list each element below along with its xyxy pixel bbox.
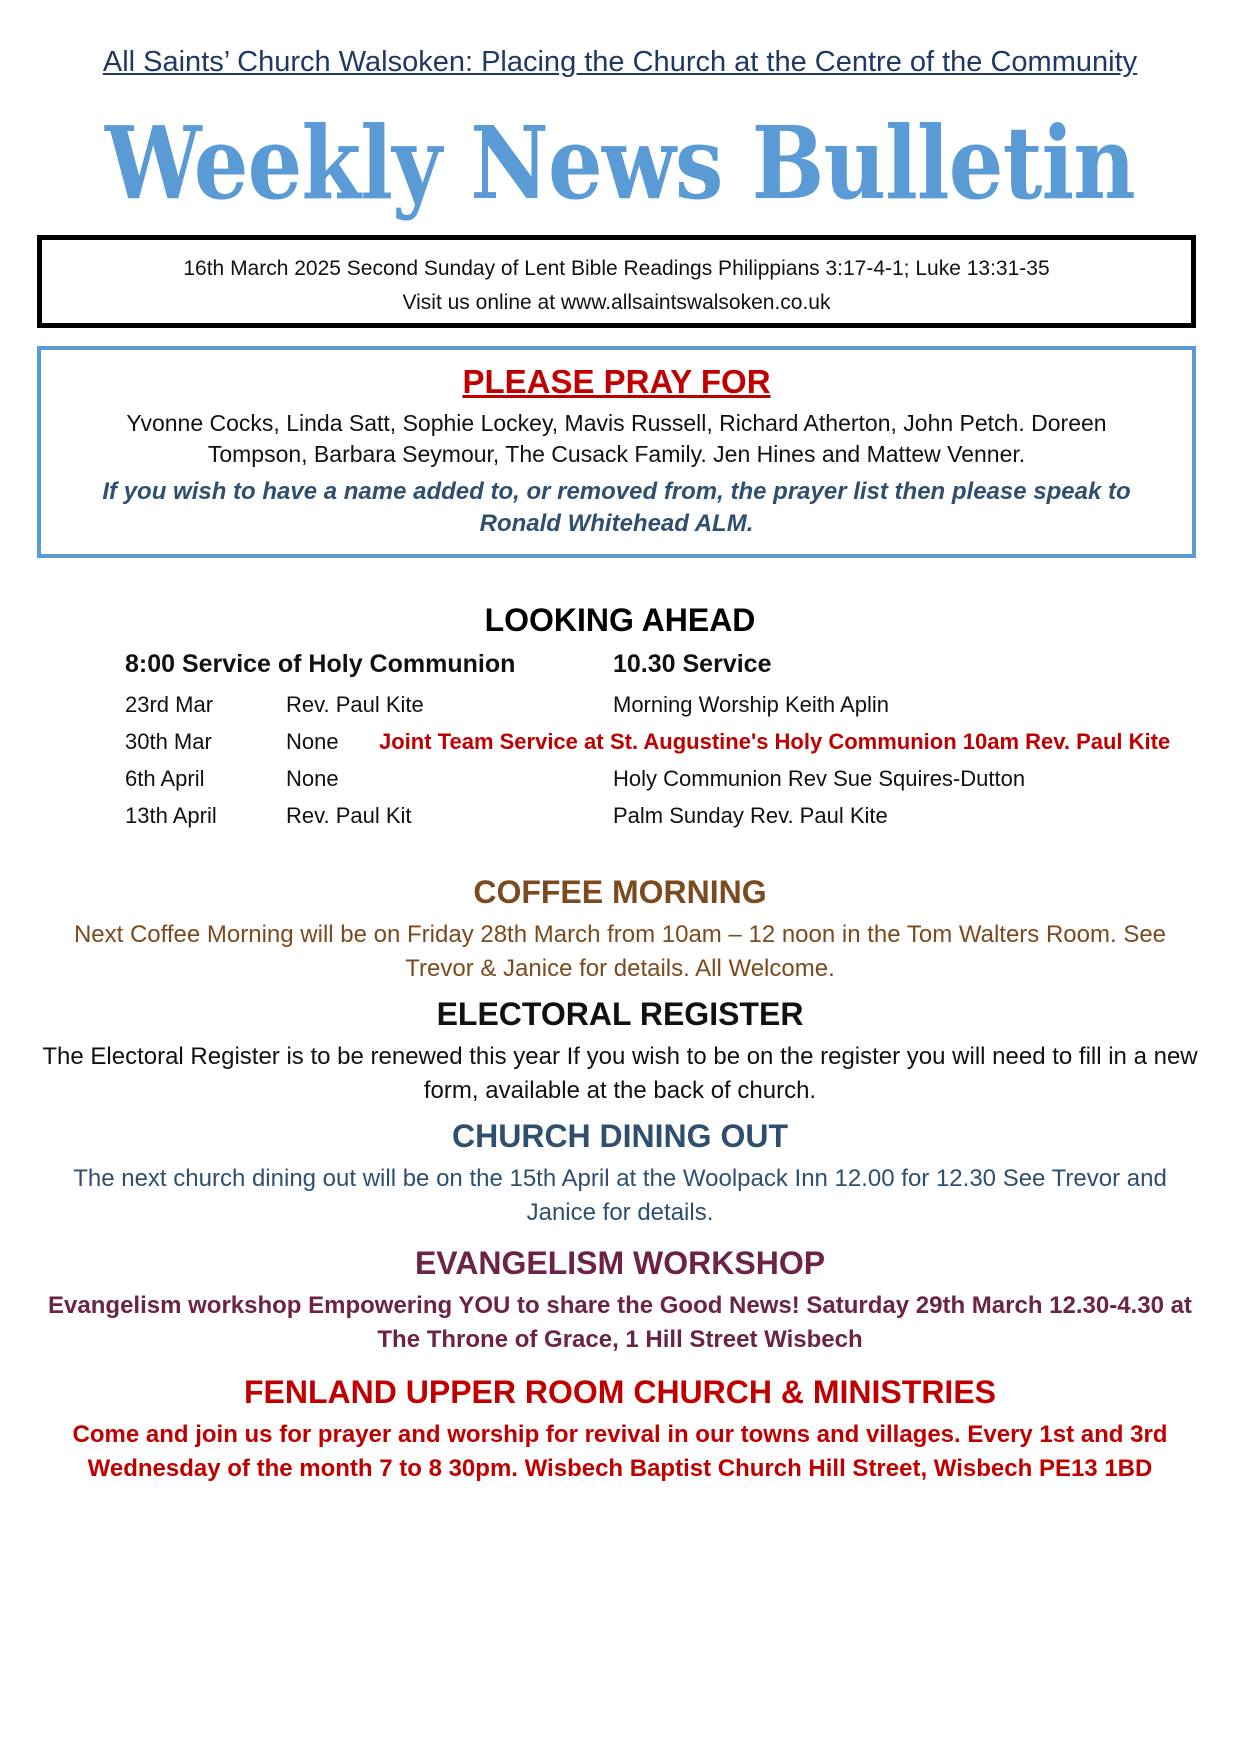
late-service-heading: 10.30 Service xyxy=(613,650,772,678)
evangelism-title: EVANGELISM WORKSHOP xyxy=(414,1245,826,1281)
dining-out-title: CHURCH DINING OUT xyxy=(452,1118,788,1154)
fenland-title: FENLAND UPPER ROOM CHURCH & MINISTRIES xyxy=(243,1374,996,1410)
schedule-late: Holy Communion Rev Sue Squires-Dutton xyxy=(613,766,1026,791)
readings-box xyxy=(37,235,1196,328)
fenland-text: Come and join us for prayer and worship for revival in our towns and villages. Every 1st and 3rd Wednesday of the month 7 to 8 30pm. Wisbech Baptist Church Hill Street, Wisbech PE13 1BD xyxy=(72,1421,1168,1482)
coffee-morning-text: Next Coffee Morning will be on Friday 28th March from 10am – 12 noon in the Tom Walters Room. See Trevor & Janice for details. All Welcome. xyxy=(73,921,1167,982)
schedule-early: Rev. Paul Kit xyxy=(286,803,412,828)
prayer-box xyxy=(37,346,1196,558)
schedule-late: St. Augustine's Holy Communion 10am Rev. Paul Kite xyxy=(610,729,1171,754)
schedule-date: 13th April xyxy=(125,803,217,828)
electoral-register-title: ELECTORAL REGISTER xyxy=(436,996,804,1032)
schedule-date: 23rd Mar xyxy=(125,692,214,717)
schedule-row xyxy=(0,803,1240,840)
evangelism-text: Evangelism workshop Empowering YOU to share the Good News! Saturday 29th March 12.30-4.30 at The Throne of Grace, 1 Hill Street Wisbech xyxy=(48,1292,1192,1353)
tagline: All Saints’ Church Walsoken: Placing the Church at the Centre of the Community xyxy=(102,46,1138,78)
schedule-date: 30th Mar xyxy=(125,729,212,754)
schedule-date: 6th April xyxy=(125,766,205,791)
electoral-register-text: The Electoral Register is to be renewed this year If you wish to be on the register you will need to fill in a new form, available at the back of church. xyxy=(42,1043,1198,1104)
prayer-note: If you wish to have a name added to, or removed from, the prayer list then please speak to Ronald Whitehead ALM. xyxy=(102,478,1131,537)
dining-out-text: The next church dining out will be on the 15th April at the Woolpack Inn 12.00 for 12.30 See Trevor and Janice for details. xyxy=(73,1165,1167,1226)
schedule-early: None xyxy=(286,766,339,791)
early-service-heading: 8:00 Service of Holy Communion xyxy=(125,650,516,678)
prayer-title: PLEASE PRAY FOR xyxy=(462,363,771,400)
schedule-row xyxy=(0,729,1240,766)
schedule-early: Rev. Paul Kite xyxy=(286,692,424,717)
schedule-row xyxy=(0,692,1240,729)
schedule-late: Palm Sunday Rev. Paul Kite xyxy=(613,803,888,828)
looking-ahead-title: LOOKING AHEAD xyxy=(484,602,756,638)
coffee-morning-title: COFFEE MORNING xyxy=(473,874,767,910)
schedule-row xyxy=(0,766,1240,803)
schedule-early: None xyxy=(286,729,339,754)
schedule-joint-note: Joint Team Service at xyxy=(379,729,604,754)
masthead-title: Weekly News Bulletin xyxy=(105,104,1135,222)
readings-line: 16th March 2025 Second Sunday of Lent Bible Readings Philippians 3:17-4-1; Luke 13:31-35 xyxy=(183,257,1050,280)
website-line: Visit us online at www.allsaintswalsoken.co.uk xyxy=(402,291,831,314)
prayer-names: Yvonne Cocks, Linda Satt, Sophie Lockey, Mavis Russell, Richard Atherton, John Petch. Doreen Tompson, Barbara Seymour, The Cusack Family. Jen Hines and Mattew Venner. xyxy=(126,410,1107,467)
schedule-late: Morning Worship Keith Aplin xyxy=(613,692,889,717)
